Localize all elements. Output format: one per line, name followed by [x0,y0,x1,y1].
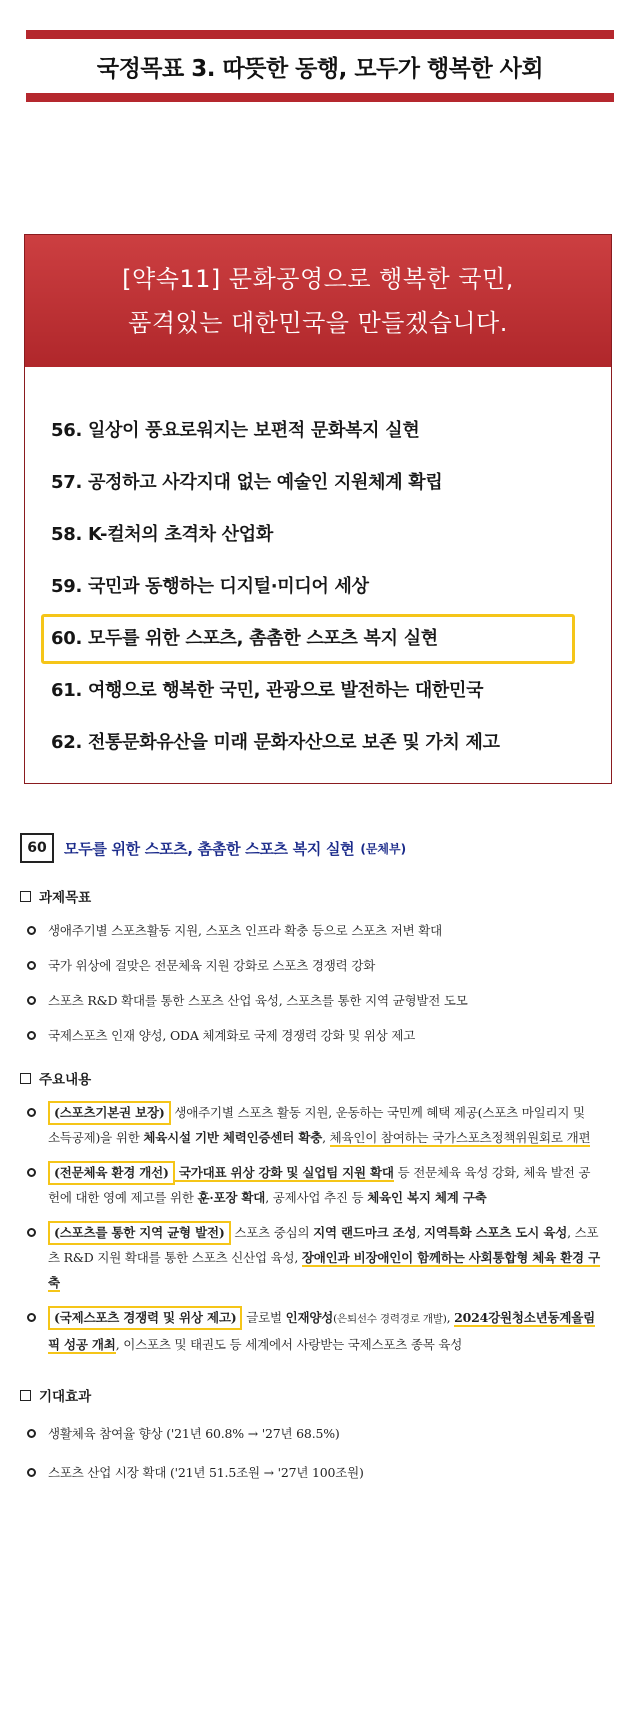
banner-top-bar [26,30,614,39]
circle-bullet-icon [27,1108,36,1117]
goal-item [20,918,600,943]
content-item-international [20,1305,600,1357]
goal-text: 스포츠 R&D 확대를 통한 스포츠 산업 육성, 스포츠를 통한 지역 균형발전 도모 [48,993,468,1008]
goal-title: 국정목표 3. 따뜻한 동행, 모두가 행복한 사회 [96,55,544,82]
promise-item-62: 62. 전통문화유산을 미래 문화자산으로 보존 및 가치 제고 [51,732,500,753]
content-underline: 장애인과 비장애인이 함께하는 사회통합형 체육 환경 구축 [48,1250,600,1290]
promise-item-57: 57. 공정하고 사각지대 없는 예술인 지원체계 확립 [51,472,443,493]
content-item-regional [20,1220,600,1295]
effect-text: 스포츠 산업 시장 확대 ('21년 51.5조원 → '27년 100조원) [48,1465,364,1480]
section-content-title [20,1066,600,1090]
circle-bullet-icon [27,1313,36,1322]
content-bold: 훈·포장 확대 [197,1190,266,1205]
content-text: , 공제사업 추진 등 [265,1190,368,1205]
detail-header [20,830,600,866]
goal-item [20,988,600,1013]
goal-item [20,1023,600,1048]
circle-bullet-icon [27,1429,36,1438]
task-number-box: 60 [20,833,54,863]
content-text: , [416,1225,424,1240]
circle-bullet-icon [27,1228,36,1237]
task-title: 모두를 위한 스포츠, 촘촘한 스포츠 복지 실현 [64,839,355,858]
content-bold: 체육시설 기반 체력인증센터 확충 [143,1130,323,1145]
effect-item [20,1460,600,1485]
goal-item [20,953,600,978]
promise-item-56: 56. 일상이 풍요로워지는 보편적 문화복지 실현 [51,420,420,441]
section-effect-title [20,1383,600,1407]
circle-bullet-icon [27,961,36,970]
promise-list [51,403,591,767]
banner-bottom-bar [26,93,614,102]
content-item-elite-sports [20,1160,600,1210]
effect-item [20,1421,600,1446]
promise-line-1: [약속11] 문화공영으로 행복한 국민, [122,265,514,293]
square-bullet-icon [20,1390,31,1401]
content-bold: 체육인 복지 체계 구축 [367,1190,487,1205]
goal-banner [26,30,614,102]
promise-box [24,234,612,784]
content-tag: (스포츠기본권 보장) [48,1101,171,1125]
content-text: , 스포츠 R&D 지원 확대를 통한 스포츠 신산업 육성, [48,1225,599,1265]
content-underline: 국가대표 위상 강화 및 실업팀 지원 확대 [174,1165,394,1180]
task-dept: (문체부) [360,841,407,856]
section-goal-title [20,884,600,908]
content-text: 스포츠 중심의 [230,1225,314,1240]
content-tag: (전문체육 환경 개선) [48,1161,175,1185]
promise-item-60-text: 60. 모두를 위한 스포츠, 촘촘한 스포츠 복지 실현 [51,628,438,649]
content-text: , [322,1130,330,1145]
circle-bullet-icon [27,1031,36,1040]
content-bold: 인재양성 [285,1310,334,1325]
goal-text: 생애주기별 스포츠활동 지원, 스포츠 인프라 확충 등으로 스포츠 저변 확대 [48,923,442,938]
content-bold: 지역 랜드마크 조성 [313,1225,417,1240]
circle-bullet-icon [27,926,36,935]
content-underline: 2024강원청소년동계올림픽 성공 개최 [48,1310,596,1352]
promise-header [25,235,611,367]
goal-text: 국가 위상에 걸맞은 전문체육 지원 강화로 스포츠 경쟁력 강화 [48,958,376,973]
circle-bullet-icon [27,1168,36,1177]
content-text: , [446,1310,455,1325]
content-underline: 체육인이 참여하는 국가스포츠정책위원회로 개편 [329,1130,591,1145]
goal-text: 국제스포츠 인재 양성, ODA 체계화로 국제 경쟁력 강화 및 위상 제고 [48,1028,416,1043]
promise-item-60-highlighted [51,611,561,663]
section-content-label: 주요내용 [39,1072,92,1088]
promise-line-2: 품격있는 대한민국을 만들겠습니다. [128,309,508,337]
square-bullet-icon [20,891,31,902]
square-bullet-icon [20,1073,31,1084]
section-effect-label: 기대효과 [39,1389,92,1405]
content-tag: (국제스포츠 경쟁력 및 위상 제고) [48,1306,242,1330]
promise-item-59: 59. 국민과 동행하는 디지털·미디어 세상 [51,576,369,597]
content-text: , 이스포츠 및 태권도 등 세계에서 사랑받는 국제스포츠 종목 육성 [115,1337,463,1352]
circle-bullet-icon [27,996,36,1005]
content-small: (은퇴선수 경력경로 개발) [333,1313,447,1325]
effect-text: 생활체육 참여율 향상 ('21년 60.8% → '27년 68.5%) [48,1426,340,1441]
section-goal-label: 과제목표 [39,890,92,906]
content-bold: 지역특화 스포츠 도시 육성 [423,1225,568,1240]
content-text: 등 전문체육 육성 강화, 체육 발전 공헌에 대한 영예 제고를 위한 [48,1165,591,1205]
content-text: 글로벌 [242,1310,286,1325]
content-item-sports-rights [20,1100,600,1150]
promise-item-58: 58. K-컬처의 초격차 산업화 [51,524,273,545]
detail-section [20,830,600,1485]
promise-item-61: 61. 여행으로 행복한 국민, 관광으로 발전하는 대한민국 [51,680,484,701]
content-text: 생애주기별 스포츠 활동 지원, 운동하는 국민께 혜택 제공(스포츠 마일리지 및 소득공제)을 위한 [48,1105,585,1145]
content-tag: (스포츠를 통한 지역 균형 발전) [48,1221,231,1245]
circle-bullet-icon [27,1468,36,1477]
